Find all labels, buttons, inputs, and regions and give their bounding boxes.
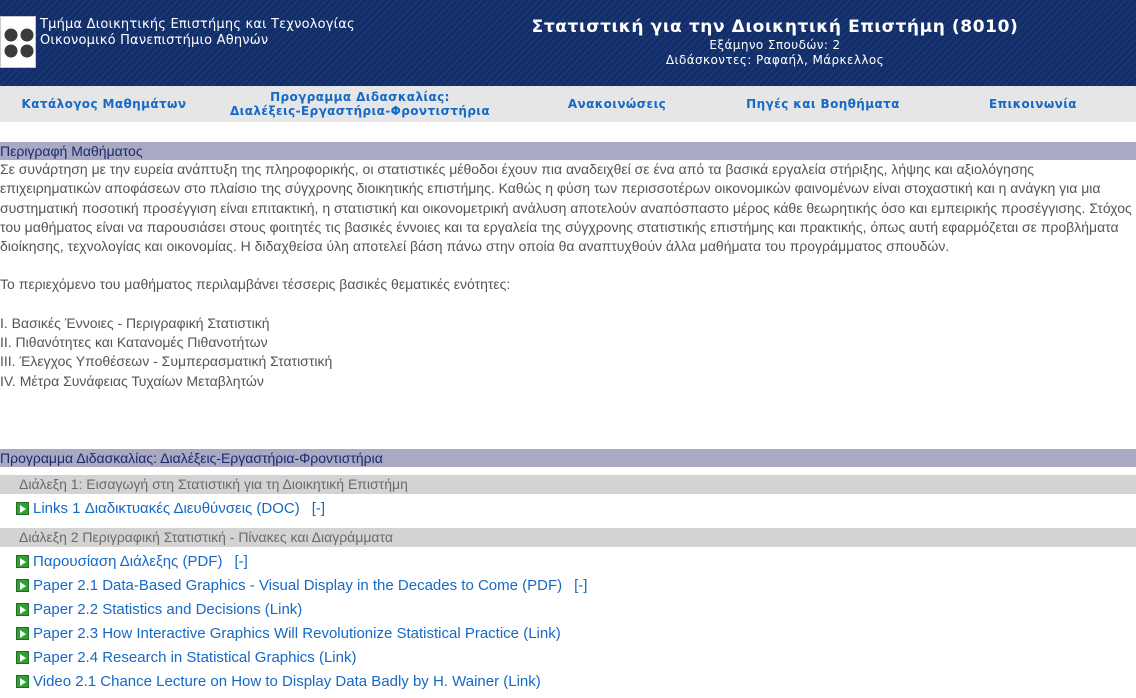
- unit-item: IV. Μέτρα Συνάφειας Τυχαίων Μεταβλητών: [0, 372, 264, 389]
- nav-program-line-2: Διαλέξεις-Εργαστήρια-Φροντιστήρια: [229, 104, 491, 118]
- course-description-heading: Περιγραφή Μαθήματος: [0, 142, 1136, 160]
- nav-course-catalog[interactable]: Κατάλογος Μαθημάτων: [21, 97, 187, 111]
- department-name: [40, 17, 355, 49]
- course-description: [0, 160, 1132, 391]
- arrow-right-icon: [16, 603, 29, 616]
- arrow-right-icon: [16, 627, 29, 640]
- site-header: [0, 0, 1136, 86]
- arrow-right-icon: [16, 579, 29, 592]
- main-nav: [0, 86, 1136, 122]
- lecture-2-header[interactable]: Διάλεξη 2 Περιγραφική Στατιστική - Πίνακες και Διαγράμματα: [0, 525, 1136, 547]
- logo-icon: [3, 27, 35, 59]
- resource-item: [16, 551, 248, 571]
- resource-link[interactable]: Paper 2.2 Statistics and Decisions (Link): [33, 600, 303, 618]
- nav-program-line-1: Προγραμμα Διδασκαλίας:: [270, 90, 450, 104]
- nav-resources[interactable]: Πηγές και Βοηθήματα: [746, 97, 900, 111]
- resource-item: [16, 671, 541, 691]
- resource-link[interactable]: Links 1 Διαδικτυακές Διευθύνσεις (DOC): [33, 499, 300, 517]
- collapse-toggle[interactable]: [-]: [311, 499, 326, 517]
- teaching-program-heading: Προγραμμα Διδασκαλίας: Διαλέξεις-Εργαστήρια-Φροντιστήρια: [0, 449, 1136, 467]
- resource-link[interactable]: Paper 2.4 Research in Statistical Graphics (Link): [33, 648, 357, 666]
- nav-teaching-program[interactable]: [210, 86, 510, 122]
- collapse-toggle[interactable]: [-]: [234, 552, 248, 570]
- contents-intro: Το περιεχόμενο του μαθήματος περιλαμβάνει τέσσερις βασικές θεματικές ενότητες:: [0, 276, 511, 293]
- description-paragraph: Σε συνάρτηση με την ευρεία ανάπτυξη της πληροφορικής, οι στατιστικές μέθοδοι έχουν πια αναδειχθεί σε ένα από τα βασικά εργαλεία στήριξης, λήψης και αξιολόγησης επιχειρηματικών αποφάσεων στο πλαίσιο της σύγχρονης διοικητικής επιστήμης. Καθώς η φύση των περισσοτέρων οικονομικών φαινομένων είναι στοχαστική και η ανάγκη για μια συστηματική ποσοτική προσέγγιση είναι επιτακτική, η στατιστική και οικονομετρική ανάλυση αποτελούν αναπόσπαστο μέρος κάθε θεωρητικής όσο και εμπειρικής προσέγγισης. Στόχος του μαθήματος είναι να παρουσιάσει στους φοιτητές τις βασικές έννοιες και τα εργαλεία της σύγχρονης στατιστικής επιστήμης και πρακτικής, όπως αυτή εφαρμόζεται σε προβλήματα διοίκησης, τεχνολογίας και οικονομίας. Η διδαχθείσα ύλη αποτελεί βάση πάνω στην οποία θα αναπτυχθούν άλλα μαθήματα του προγράμματος σπουδών.: [0, 161, 1132, 255]
- unit-item: II. Πιθανότητες και Κατανομές Πιθανοτήτων: [0, 334, 268, 351]
- semester-info: Εξάμηνο Σπουδών: 2: [709, 38, 841, 52]
- lecture-1-header[interactable]: Διάλεξη 1: Εισαγωγή στη Στατιστική για τη Διοικητική Επιστήμη: [0, 472, 1136, 494]
- unit-item: I. Βασικές Έννοιες - Περιγραφική Στατιστική: [0, 314, 270, 331]
- course-info: [520, 16, 1030, 68]
- resource-link[interactable]: Παρουσίαση Διάλεξης (PDF): [33, 552, 223, 570]
- resource-item: [16, 599, 302, 619]
- resource-link[interactable]: Paper 2.3 How Interactive Graphics Will Revolutionize Statistical Practice (Link): [33, 624, 561, 642]
- resource-link[interactable]: Paper 2.1 Data-Based Graphics - Visual Display in the Decades to Come (PDF): [33, 576, 563, 594]
- university-logo: [0, 16, 36, 68]
- instructors-info: Διδάσκοντες: Ραφαήλ, Μάρκελλος: [665, 53, 885, 67]
- arrow-right-icon: [16, 651, 29, 664]
- arrow-right-icon: [16, 555, 29, 568]
- nav-announcements[interactable]: Ανακοινώσεις: [567, 97, 667, 111]
- department-line-1: Τμήμα Διοικητικής Επιστήμης και Τεχνολογίας: [40, 17, 355, 32]
- collapse-toggle[interactable]: [-]: [574, 576, 588, 594]
- department-line-2: Οικονομικό Πανεπιστήμιο Αθηνών: [40, 33, 269, 48]
- arrow-right-icon: [16, 675, 29, 688]
- resource-item: [16, 575, 587, 595]
- course-title: Στατιστική για την Διοικητική Επιστήμη (8010): [531, 17, 1019, 37]
- nav-contact[interactable]: Επικοινωνία: [989, 97, 1077, 111]
- resource-link[interactable]: Video 2.1 Chance Lecture on How to Display Data Badly by H. Wainer (Link): [33, 672, 541, 690]
- resource-item: [16, 647, 356, 667]
- resource-item: [16, 498, 325, 518]
- resource-item: [16, 623, 561, 643]
- unit-item: III. Έλεγχος Υποθέσεων - Συμπερασματική Στατιστική: [0, 353, 333, 370]
- arrow-right-icon: [16, 502, 29, 515]
